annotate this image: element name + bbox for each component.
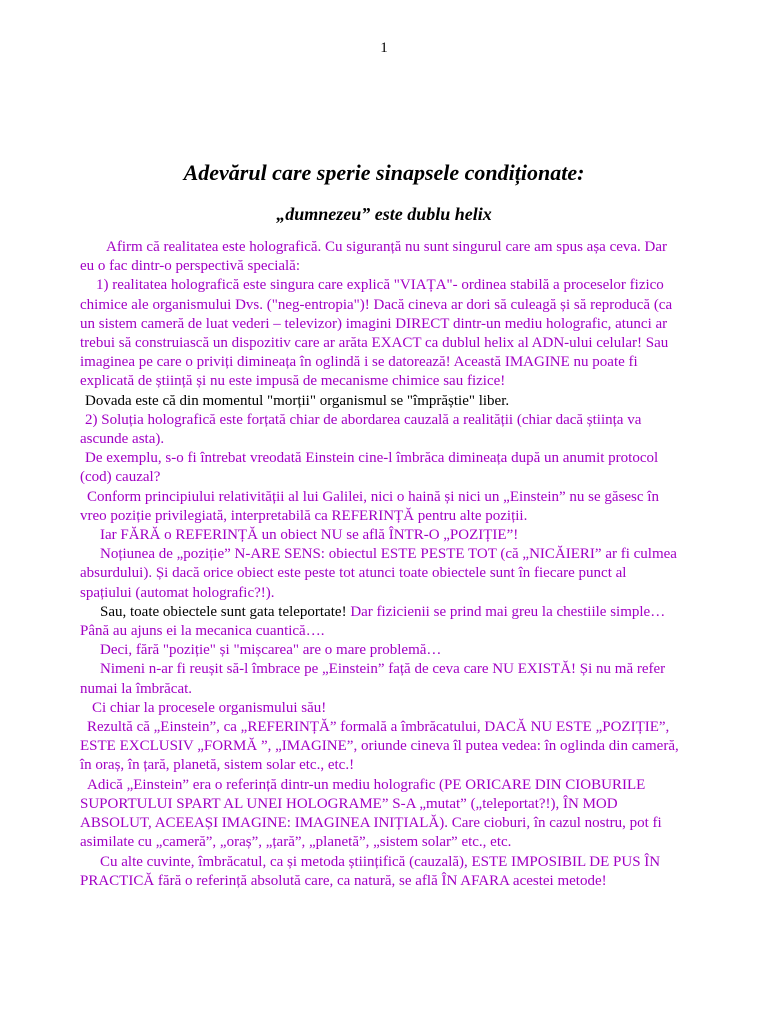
paragraph <box>80 603 680 641</box>
paragraph-segment: Sau, toate obiectele sunt gata teleportate! <box>100 603 347 620</box>
paragraph: Noțiunea de „poziție” N-ARE SENS: obiectul ESTE PESTE TOT (că „NICĂIERI” ar fi culmea absurdului). Și dacă orice obiect este peste tot atunci toate obiectele sunt în fiecare punct al spațiului (automat holografic?!). <box>80 546 677 601</box>
page-number: 1 <box>380 40 388 56</box>
paragraph: Rezultă că „Einstein”, ca „REFERINȚĂ” formală a îmbrăcatului, DACĂ NU ESTE „POZIȚIE”, ESTE EXCLUSIV „FORMĂ ”, „IMAGINE”, oriunde cineva îl putea vedea: în oglinda din cameră, în oraș, în țară, planetă, sistem solar etc., etc.! <box>80 719 679 774</box>
document-body <box>80 238 680 891</box>
paragraph: Cu alte cuvinte, îmbrăcatul, ca și metoda științifică (cauzală), ESTE IMPOSIBIL DE PUS ÎN PRACTICĂ fără o referință absolută care, ca natură, se află ÎN AFARA acestei metode! <box>80 853 661 889</box>
paragraph: Deci, fără "poziție" și "mișcarea" are o mare problemă… <box>100 642 442 659</box>
document-subtitle: „dumnezeu” este dublu helix <box>276 204 492 224</box>
paragraph: 1) realitatea holografică este singura care explică "VIAȚA"- ordinea stabilă a proceselor fizico chimice ale organismului Dvs. ("neg-entropia")! Dacă cineva ar dori să culeagă și să reproducă (ca un sistem cameră de luat vederi – televizor) imagini DIRECT dintr-un mediu holografic, atunci ar trebui să construiască un dispozitiv care ar arăta EXACT ca dublul helix al ADN-ului celular! Sau imaginea pe care o priviți dimineața în oglindă i se datorează! Această IMAGINE nu poate fi explicată de știință și nu este impusă de mecanisme chimice sau fizice! <box>80 277 673 390</box>
paragraph: Nimeni n-ar fi reușit să-l îmbrace pe „Einstein” față de ceva care NU EXISTĂ! Și nu mă refer numai la îmbrăcat. <box>80 661 666 697</box>
paragraph: De exemplu, s-o fi întrebat vreodată Einstein cine-l îmbrăca dimineața după un anumit protocol (cod) cauzal? <box>80 450 659 486</box>
paragraph: Adică „Einstein” era o referință dintr-un mediu holografic (PE ORICARE DIN CIOBURILE SUPORTULUI SPART AL UNEI HOLOGRAME” S-A „mutat” („teleportat?!), ÎN MOD ABSOLUT, ACEEAȘI IMAGINE: IMAGINEA INIȚIALĂ). Care cioburi, în cazul nostru, pot fi asimilate cu „cameră”, „oraș”, „țară”, „planetă”, „sistem solar” etc., etc. <box>80 776 662 851</box>
paragraph: Ci chiar la procesele organismului său! <box>92 699 327 716</box>
paragraph: 2) Soluția holografică este forțată chiar de abordarea cauzală a realității (chiar dacă știința va ascunde asta). <box>80 411 642 448</box>
paragraph-segment: Dar fizicienii se prind mai greu la chestiile simple… Până au ajuns ei la mecanica cuantică…. <box>80 603 666 640</box>
paragraph: Iar FĂRĂ o REFERINȚĂ un obiect NU se află ÎNTR-O „POZIȚIE”! <box>100 527 519 544</box>
paragraph: Afirm că realitatea este holografică. Cu siguranță nu sunt singurul care am spus așa ceva. Dar eu o fac dintr-o perspectivă specială: <box>80 239 668 275</box>
paragraph: Conform principiului relativității al lui Galilei, nici o haină și nici un „Einstein” nu se găsesc în vreo poziție privilegiată, interpretabilă ca REFERINȚĂ pentru alte poziții. <box>80 488 659 524</box>
paragraph: Dovada este că din momentul "morții" organismul se "împrăștie" liber. <box>85 392 510 409</box>
document-title: Adevărul care sperie sinapsele condiționate: <box>183 160 585 185</box>
